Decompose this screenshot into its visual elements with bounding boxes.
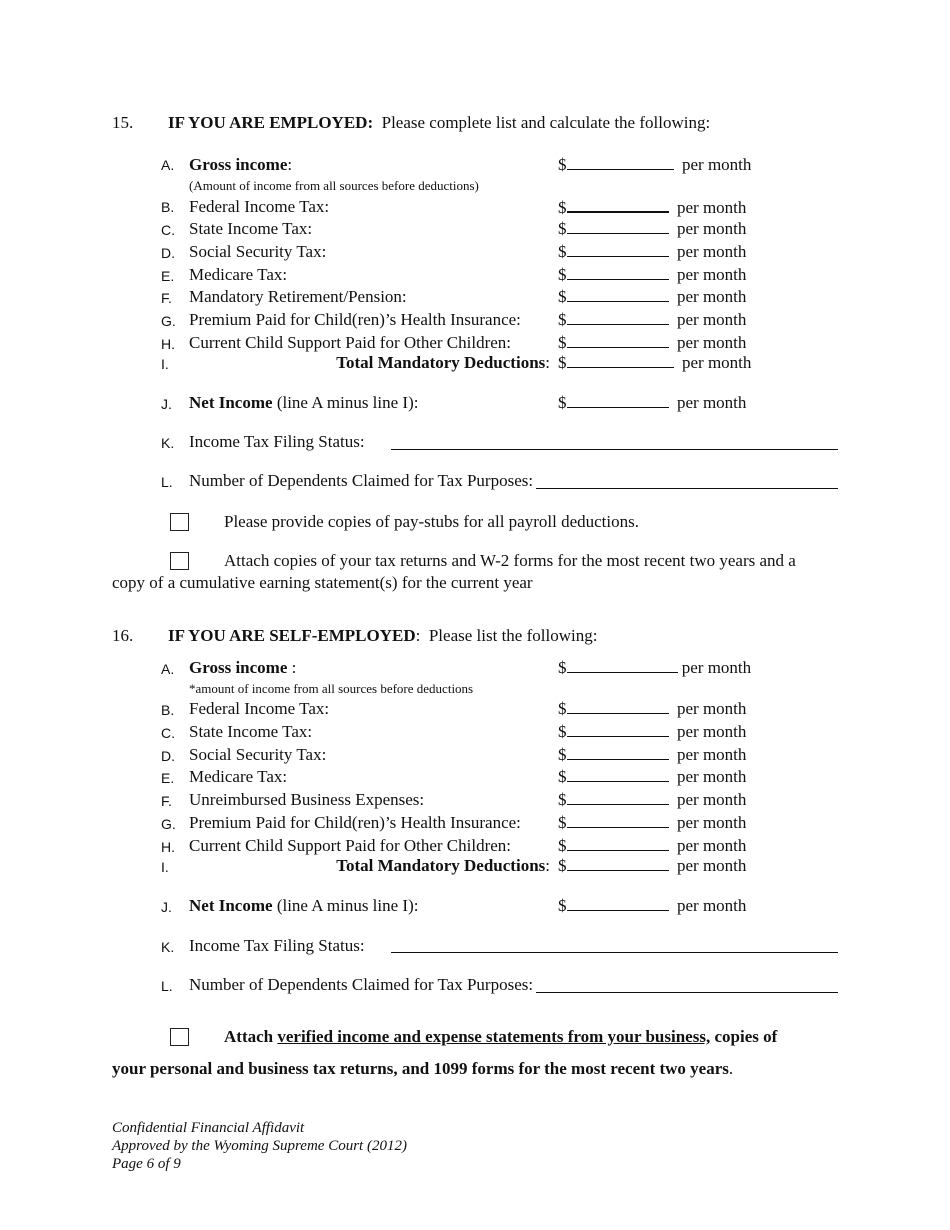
attach-prefix: Attach (224, 1027, 278, 1046)
per-month-label: per month (677, 699, 747, 718)
row-label: State Income Tax: (189, 219, 313, 238)
per-month-label: per month (677, 265, 747, 284)
row-amount (558, 333, 746, 353)
s16-total-amount (558, 856, 746, 876)
s16-net-letter: J. (161, 899, 172, 915)
per-month-label: per month (677, 856, 747, 875)
s16-gross-field[interactable] (567, 658, 678, 673)
s16-gross-note: *amount of income from all sources before deductions (189, 681, 474, 696)
s15-gross-label: Gross income (189, 155, 288, 174)
business-attach-line1 (224, 1027, 777, 1047)
s15-net-letter: J. (161, 396, 172, 412)
s15-total-colon: : (545, 353, 550, 372)
s16-net-label: Net Income (189, 896, 273, 915)
row-amount (558, 790, 746, 810)
row-letter: G. (161, 816, 176, 832)
s15-gross-label-line (189, 155, 292, 175)
amount-field[interactable] (567, 813, 669, 828)
row-label: Premium Paid for Child(ren)’s Health Insurance: (189, 310, 521, 329)
dollar-sign: $ (558, 836, 567, 855)
footer-form-name: Confidential Financial Affidavit (112, 1120, 305, 1136)
s15-net-suffix: (line A minus line I): (276, 393, 419, 412)
row-amount (558, 722, 746, 742)
per-month-label: per month (677, 790, 747, 809)
dollar-sign: $ (558, 658, 567, 677)
s16-gross-label: Gross income (189, 658, 288, 677)
s15-net-label-line (189, 393, 418, 413)
amount-field[interactable] (567, 219, 669, 234)
tax-returns-text-cont: copy of a cumulative earning statement(s) for the current year (112, 573, 533, 592)
s16-dependents-label: Number of Dependents Claimed for Tax Purposes: (189, 975, 534, 994)
amount-field[interactable] (567, 722, 669, 737)
s16-total-colon: : (545, 856, 550, 875)
business-statements-checkbox[interactable] (170, 1028, 189, 1046)
section-16-heading: IF YOU ARE SELF-EMPLOYED (168, 626, 416, 645)
per-month-label: per month (677, 896, 747, 915)
section-15-instruction: Please complete list and calculate the following: (381, 113, 711, 132)
amount-field[interactable] (567, 310, 669, 325)
row-letter: H. (161, 336, 175, 352)
amount-field[interactable] (567, 197, 669, 213)
row-letter: F. (161, 290, 172, 306)
s16-filing-label: Income Tax Filing Status: (189, 936, 365, 955)
row-letter: D. (161, 245, 175, 261)
row-letter: F. (161, 793, 172, 809)
s16-net-field[interactable] (567, 896, 669, 911)
row-letter: G. (161, 313, 176, 329)
row-letter: E. (161, 268, 175, 284)
dollar-sign: $ (558, 722, 567, 741)
amount-field[interactable] (567, 287, 669, 302)
amount-field[interactable] (567, 242, 669, 257)
dollar-sign: $ (558, 155, 567, 174)
row-label: Premium Paid for Child(ren)’s Health Insurance: (189, 813, 521, 832)
row-amount (558, 242, 746, 262)
per-month-label: per month (677, 310, 747, 329)
row-amount (558, 219, 746, 239)
per-month-label: per month (682, 155, 752, 174)
paystubs-checkbox[interactable] (170, 513, 189, 531)
per-month-label: per month (677, 287, 747, 306)
per-month-label: per month (677, 813, 747, 832)
s15-dependents-field[interactable] (536, 474, 838, 489)
s15-net-amount (558, 393, 746, 413)
section-16-heading-line (168, 626, 597, 646)
section-16-instruction: : Please list the following: (415, 626, 598, 645)
dollar-sign: $ (558, 767, 567, 786)
row-label: Unreimbursed Business Expenses: (189, 790, 425, 809)
per-month-label: per month (677, 219, 747, 238)
row-amount (558, 265, 746, 285)
row-label: Mandatory Retirement/Pension: (189, 287, 407, 306)
row-amount (558, 197, 746, 218)
per-month-label: per month (677, 333, 747, 352)
dollar-sign: $ (558, 198, 567, 217)
dollar-sign: $ (558, 265, 567, 284)
s16-gross-amount (558, 658, 751, 678)
s16-filing-status-field[interactable] (391, 938, 838, 953)
dollar-sign: $ (558, 310, 567, 329)
amount-field[interactable] (567, 790, 669, 805)
row-letter: H. (161, 839, 175, 855)
row-label: Medicare Tax: (189, 767, 288, 786)
row-amount (558, 287, 746, 307)
dollar-sign: $ (558, 353, 567, 372)
s16-total-label: Total Mandatory Deductions (336, 856, 546, 875)
per-month-label: per month (677, 767, 747, 786)
s16-gross-label-line (189, 658, 296, 678)
s15-dependents-label: Number of Dependents Claimed for Tax Purposes: (189, 471, 534, 490)
dollar-sign: $ (558, 790, 567, 809)
section-15-heading-line (168, 113, 710, 133)
business-attach-line2 (112, 1059, 733, 1079)
s15-dependents-letter: L. (161, 474, 173, 490)
per-month-label: per month (677, 836, 747, 855)
per-month-label: per month (677, 242, 747, 261)
row-label: Social Security Tax: (189, 242, 327, 261)
s16-filing-letter: K. (161, 939, 175, 955)
s15-filing-status-field[interactable] (391, 435, 838, 450)
per-month-label: per month (677, 198, 747, 217)
amount-field[interactable] (567, 333, 669, 348)
row-label: Social Security Tax: (189, 745, 327, 764)
section-16-number: 16. (112, 626, 134, 645)
dollar-sign: $ (558, 287, 567, 306)
attach-underlined: verified income and expense statements from your business, (277, 1027, 711, 1046)
row-label: Current Child Support Paid for Other Children: (189, 333, 512, 352)
dollar-sign: $ (558, 813, 567, 832)
row-amount (558, 699, 746, 719)
s16-dependents-field[interactable] (536, 978, 838, 993)
footer-approval: Approved by the Wyoming Supreme Court (2012) (112, 1138, 407, 1154)
s15-net-field[interactable] (567, 393, 669, 408)
dollar-sign: $ (558, 242, 567, 261)
s15-total-field[interactable] (567, 353, 674, 368)
tax-returns-text: Attach copies of your tax returns and W-2 forms for the most recent two years and a (224, 551, 796, 570)
row-label: Federal Income Tax: (189, 197, 330, 216)
dollar-sign: $ (558, 393, 567, 412)
per-month-label: per month (677, 393, 747, 412)
s15-filing-letter: K. (161, 435, 175, 451)
row-label: Federal Income Tax: (189, 699, 330, 718)
amount-field[interactable] (567, 767, 669, 782)
row-amount (558, 745, 746, 765)
s16-dependents-letter: L. (161, 978, 173, 994)
row-letter: B. (161, 199, 175, 215)
row-amount (558, 310, 746, 330)
dollar-sign: $ (558, 745, 567, 764)
row-label: State Income Tax: (189, 722, 313, 741)
amount-field[interactable] (567, 745, 669, 760)
amount-field[interactable] (567, 836, 669, 851)
s16-net-suffix: (line A minus line I): (276, 896, 419, 915)
s15-gross-field[interactable] (567, 155, 674, 170)
attach-suffix: copies of (710, 1027, 778, 1046)
row-letter: C. (161, 725, 175, 741)
row-letter: B. (161, 702, 175, 718)
s15-gross-colon: : (287, 155, 293, 174)
row-label: Medicare Tax: (189, 265, 288, 284)
row-amount (558, 836, 746, 856)
row-label: Current Child Support Paid for Other Children: (189, 836, 512, 855)
section-15-heading: IF YOU ARE EMPLOYED: (168, 113, 374, 132)
s16-net-amount (558, 896, 746, 916)
attach-period: . (728, 1059, 734, 1078)
s15-net-label: Net Income (189, 393, 273, 412)
row-letter: C. (161, 222, 175, 238)
row-letter: E. (161, 770, 175, 786)
dollar-sign: $ (558, 896, 567, 915)
s15-filing-label: Income Tax Filing Status: (189, 432, 365, 451)
s15-total-label-line (336, 353, 550, 373)
s16-total-letter: I. (161, 859, 169, 875)
tax-returns-checkbox[interactable] (170, 552, 189, 570)
footer-page-number: Page 6 of 9 (112, 1156, 181, 1172)
s15-gross-letter: A. (161, 157, 175, 173)
per-month-label: per month (677, 745, 747, 764)
row-amount (558, 813, 746, 833)
s15-total-label: Total Mandatory Deductions (336, 353, 546, 372)
s15-total-amount (558, 353, 751, 373)
s16-net-label-line (189, 896, 418, 916)
dollar-sign: $ (558, 219, 567, 238)
s15-gross-amount (558, 155, 751, 175)
s16-gross-colon: : (287, 658, 297, 677)
dollar-sign: $ (558, 333, 567, 352)
dollar-sign: $ (558, 699, 567, 718)
section-15-number: 15. (112, 113, 134, 132)
paystubs-text: Please provide copies of pay-stubs for all payroll deductions. (224, 512, 639, 531)
per-month-label: per month (677, 722, 747, 741)
row-letter: D. (161, 748, 175, 764)
dollar-sign: $ (558, 856, 567, 875)
amount-field[interactable] (567, 265, 669, 280)
attach-line2-text: your personal and business tax returns, and 1099 forms for the most recent two years (112, 1059, 729, 1078)
s16-gross-letter: A. (161, 661, 175, 677)
per-month-label: per month (682, 353, 752, 372)
per-month-label: per month (681, 658, 752, 677)
amount-field[interactable] (567, 699, 669, 714)
s16-total-label-line (336, 856, 550, 876)
row-amount (558, 767, 746, 787)
s15-total-letter: I. (161, 356, 169, 372)
s15-gross-note: (Amount of income from all sources before deductions) (189, 178, 479, 193)
s16-total-field[interactable] (567, 856, 669, 871)
